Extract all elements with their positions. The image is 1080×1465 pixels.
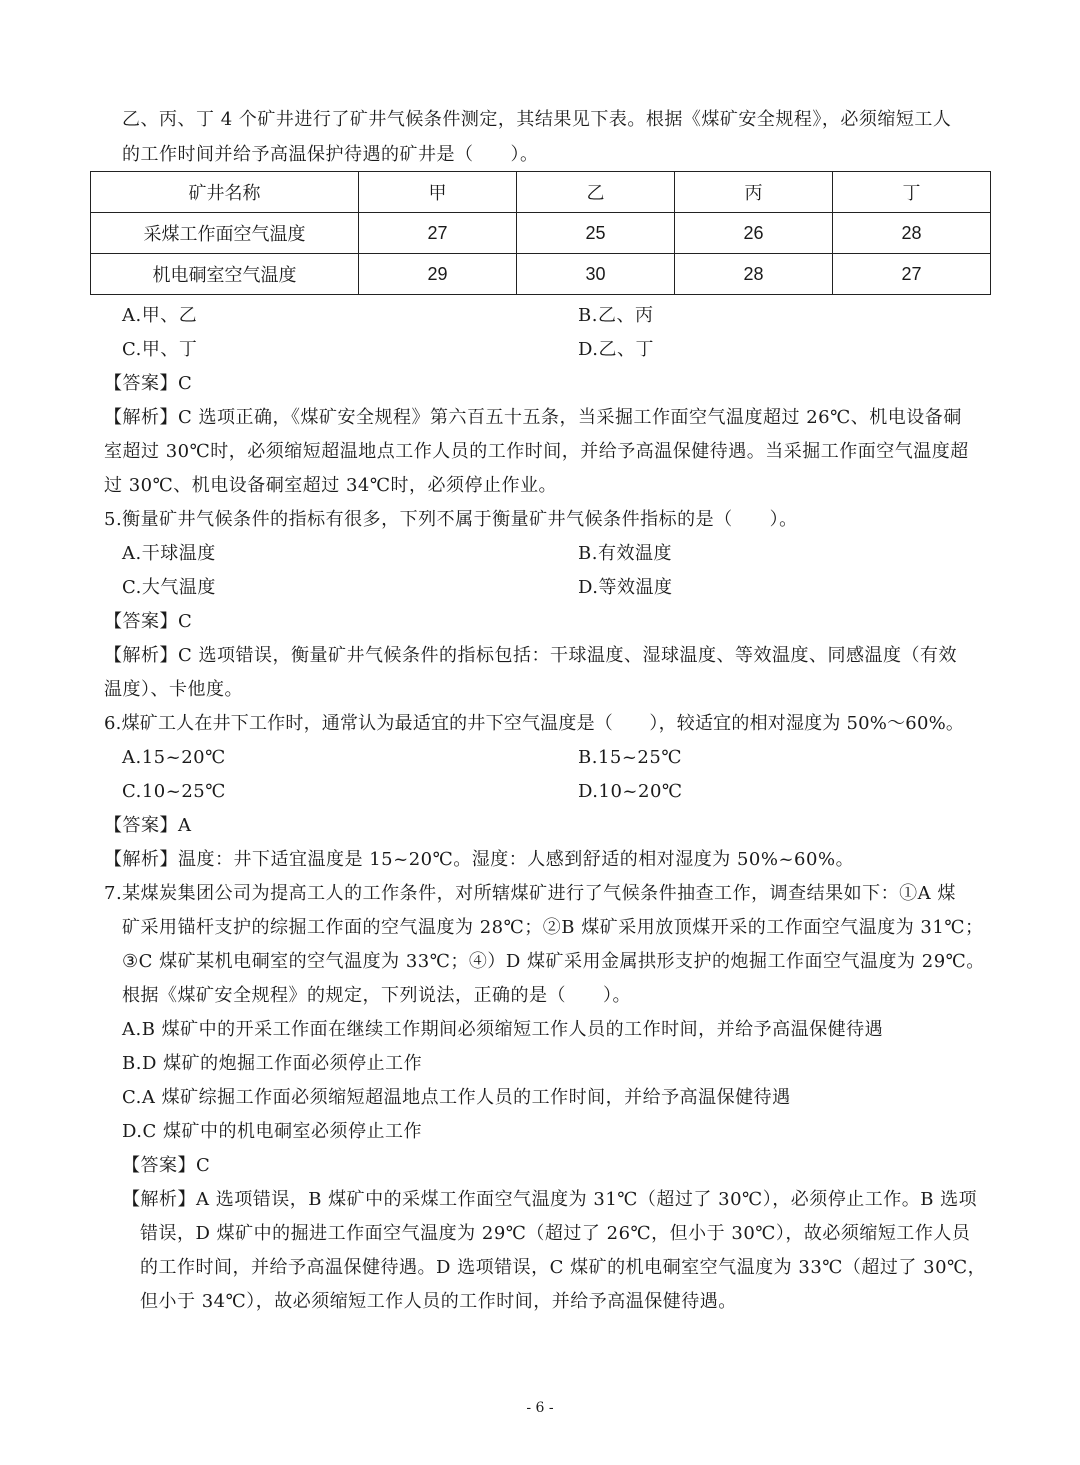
q5-question: 5.衡量矿井气候条件的指标有很多，下列不属于衡量矿井气候条件指标的是（ ）。	[104, 509, 798, 530]
q4-option-a: A.甲、乙	[122, 305, 198, 326]
table-cell: 采煤工作面空气温度	[91, 213, 359, 254]
table-header-cell: 甲	[359, 172, 517, 213]
q7-question-line: ③C 煤矿某机电硐室的空气温度为 33℃；④）D 煤矿采用金属拱形支护的炮掘工作面空气温度为 29℃。	[122, 951, 985, 972]
q7-analysis-line: 错误，D 煤矿中的掘进工作面空气温度为 29℃（超过了 26℃，但小于 30℃），故必须缩短工作人员	[140, 1223, 971, 1244]
q4-option-c: C.甲、丁	[122, 339, 198, 360]
q7-option-c: C.A 煤矿综掘工作面必须缩短超温地点工作人员的工作时间，并给予高温保健待遇	[122, 1087, 791, 1108]
q5-option-d: D.等效温度	[578, 577, 673, 598]
table-header-cell: 丁	[833, 172, 991, 213]
q5-analysis-line: 【解析】C 选项错误，衡量矿井气候条件的指标包括：干球温度、湿球温度、等效温度、同感温度（有效	[104, 645, 957, 666]
q5-option-a: A.干球温度	[122, 543, 216, 564]
table-cell: 28	[833, 213, 991, 254]
q7-question-line: 7.某煤炭集团公司为提高工人的工作条件，对所辖煤矿进行了气候条件抽查工作，调查结果如下：①A 煤	[104, 883, 956, 904]
table-cell: 27	[833, 254, 991, 295]
table-cell: 25	[517, 213, 675, 254]
q6-question: 6.煤矿工人在井下工作时，通常认为最适宜的井下空气温度是（ ），较适宜的相对湿度为 50%～60%。	[104, 713, 965, 734]
q6-option-c: C.10~25℃	[122, 781, 226, 802]
intro-line-2: 的工作时间并给予高温保护待遇的矿井是（ ）。	[122, 144, 539, 165]
q7-question-line: 根据《煤矿安全规程》的规定，下列说法，正确的是（ ）。	[122, 985, 631, 1006]
table-header-cell: 矿井名称	[91, 172, 359, 213]
q7-question-line: 矿采用锚杆支护的综掘工作面的空气温度为 28℃；②B 煤矿采用放顶煤开采的工作面空气温度为 31℃；	[122, 917, 984, 938]
q7-option-b: B.D 煤矿的炮掘工作面必须停止工作	[122, 1053, 423, 1074]
q4-analysis-line: 【解析】C 选项正确，《煤矿安全规程》第六百五十五条，当采掘工作面空气温度超过 26℃、机电设备硐	[104, 407, 962, 428]
q4-analysis-line: 室超过 30℃时，必须缩短超温地点工作人员的工作时间，并给予高温保健待遇。当采掘工作面空气温度超	[104, 441, 969, 462]
q4-option-d: D.乙、丁	[578, 339, 655, 360]
intro-line-1: 乙、丙、丁 4 个矿井进行了矿井气候条件测定，其结果见下表。根据《煤矿安全规程》，必须缩短工人	[122, 109, 952, 130]
mine-climate-table	[90, 171, 991, 295]
table-cell: 机电硐室空气温度	[91, 254, 359, 295]
table-header-cell: 丙	[675, 172, 833, 213]
q5-analysis-line: 温度）、卡他度。	[104, 679, 243, 700]
q7-answer: 【答案】C	[122, 1155, 211, 1176]
q6-option-a: A.15~20℃	[122, 747, 226, 768]
table-cell: 27	[359, 213, 517, 254]
q5-option-c: C.大气温度	[122, 577, 216, 598]
table-cell: 26	[675, 213, 833, 254]
table-header-cell: 乙	[517, 172, 675, 213]
q5-answer: 【答案】C	[104, 611, 193, 632]
q7-analysis-line: 但小于 34℃），故必须缩短工作人员的工作时间，并给予高温保健待遇。	[140, 1291, 737, 1312]
q7-option-a: A.B 煤矿中的开采工作面在继续工作期间必须缩短工作人员的工作时间，并给予高温保健待遇	[122, 1019, 884, 1040]
q7-analysis-line: 的工作时间，并给予高温保健待遇。D 选项错误，C 煤矿的机电硐室空气温度为 33℃（超过了 30℃，	[140, 1257, 987, 1278]
table-cell: 29	[359, 254, 517, 295]
table-cell: 30	[517, 254, 675, 295]
q5-option-b: B.有效温度	[578, 543, 672, 564]
q6-option-b: B.15~25℃	[578, 747, 682, 768]
table-header-row	[91, 172, 991, 213]
q4-analysis-line: 过 30℃、机电设备硐室超过 34℃时，必须停止作业。	[104, 475, 558, 496]
page-number: - 6 -	[526, 1400, 554, 1416]
table-row	[91, 213, 991, 254]
q6-option-d: D.10~20℃	[578, 781, 683, 802]
q7-analysis-line: 【解析】A 选项错误，B 煤矿中的采煤工作面空气温度为 31℃（超过了 30℃），必须停止工作。B 选项	[122, 1189, 978, 1210]
q7-option-d: D.C 煤矿中的机电硐室必须停止工作	[122, 1121, 423, 1142]
q4-answer: 【答案】C	[104, 373, 193, 394]
q6-answer: 【答案】A	[104, 815, 192, 836]
table-row	[91, 254, 991, 295]
q6-analysis-line: 【解析】温度：井下适宜温度是 15~20℃。湿度：人感到舒适的相对湿度为 50%~60%。	[104, 849, 855, 870]
table-cell: 28	[675, 254, 833, 295]
q4-option-b: B.乙、丙	[578, 305, 654, 326]
